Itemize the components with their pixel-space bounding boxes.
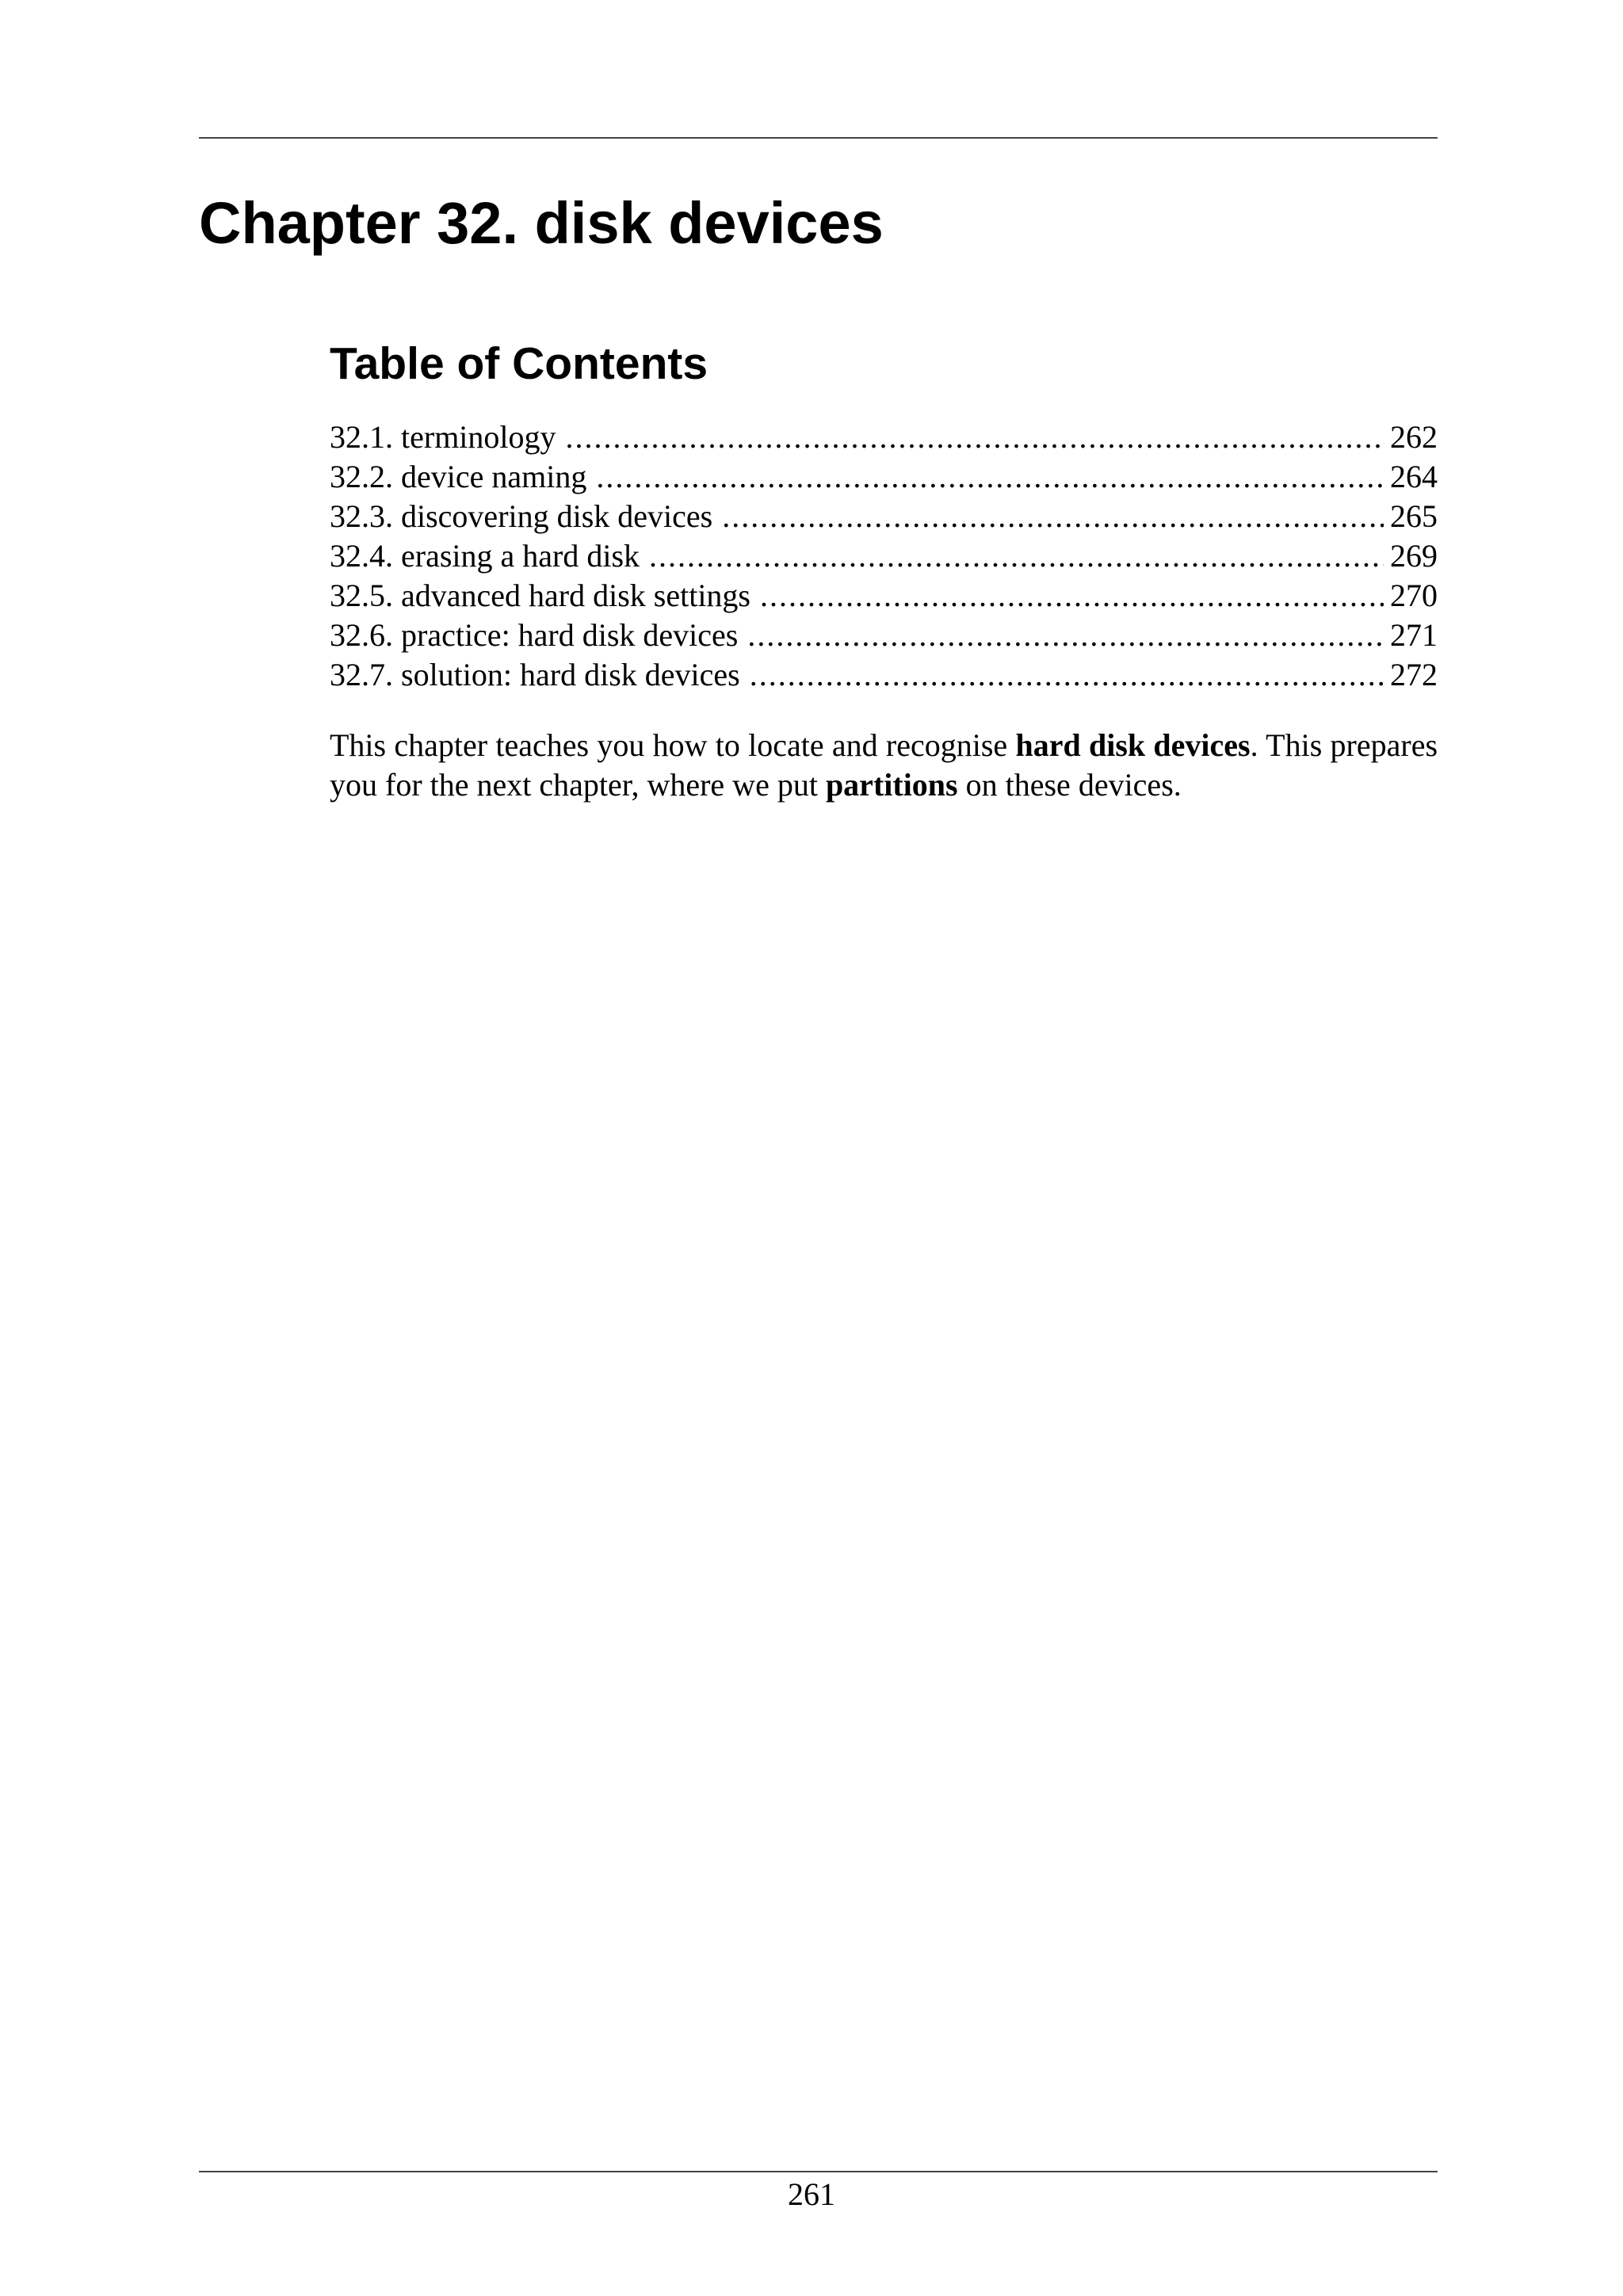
intro-text: . This prepares you for the next chapter, where we put	[330, 727, 1438, 803]
toc-entry-device-naming[interactable]	[330, 457, 1438, 497]
intro-text: This chapter teaches you how to locate and recognise	[330, 727, 1016, 763]
toc-dot-leader	[750, 655, 1384, 695]
toc-entry-number: 32.2.	[330, 459, 393, 494]
toc-dot-leader	[747, 616, 1384, 655]
toc-dot-leader	[566, 418, 1384, 457]
toc-entry-number: 32.7.	[330, 657, 393, 692]
toc-entry-page[interactable]: 272	[1390, 657, 1438, 692]
toc-entry-number: 32.3.	[330, 498, 393, 534]
toc-entry-page[interactable]: 265	[1390, 498, 1438, 534]
toc-entry-practice-hard-disk-devices[interactable]	[330, 616, 1438, 655]
chapter-intro-paragraph	[330, 726, 1438, 805]
toc-entry-title[interactable]: device naming	[401, 459, 587, 494]
toc-entry-title[interactable]: advanced hard disk settings	[401, 578, 750, 613]
toc-entry-page[interactable]: 270	[1390, 578, 1438, 613]
toc-entry-title[interactable]: erasing a hard disk	[401, 538, 640, 574]
toc-entry-terminology[interactable]	[330, 418, 1438, 457]
toc-entry-page[interactable]: 262	[1390, 419, 1438, 455]
toc-entry-number: 32.4.	[330, 538, 393, 574]
table-of-contents	[330, 418, 1438, 695]
toc-dot-leader	[596, 457, 1384, 497]
chapter-title: Chapter 32. disk devices	[199, 190, 884, 256]
toc-entry-page[interactable]: 271	[1390, 617, 1438, 653]
toc-entry-solution-hard-disk-devices[interactable]	[330, 655, 1438, 695]
toc-entry-title[interactable]: discovering disk devices	[401, 498, 713, 534]
toc-entry-number: 32.5.	[330, 578, 393, 613]
toc-entry-erasing-a-hard-disk[interactable]	[330, 536, 1438, 576]
toc-entry-title[interactable]: terminology	[401, 419, 556, 455]
toc-entry-discovering-disk-devices[interactable]	[330, 497, 1438, 536]
toc-dot-leader	[722, 497, 1384, 536]
page-number: 261	[788, 2176, 835, 2212]
toc-dot-leader	[649, 536, 1384, 576]
toc-entry-title[interactable]: practice: hard disk devices	[401, 617, 739, 653]
header-rule	[199, 137, 1438, 139]
footer-rule	[199, 2171, 1438, 2172]
intro-emphasis-partitions: partitions	[825, 767, 958, 803]
toc-entry-number: 32.1.	[330, 419, 393, 455]
toc-heading: Table of Contents	[330, 338, 708, 389]
intro-text: on these devices.	[957, 767, 1182, 803]
intro-emphasis-hard-disk-devices: hard disk devices	[1015, 727, 1251, 763]
toc-entry-title[interactable]: solution: hard disk devices	[401, 657, 740, 692]
toc-dot-leader	[760, 576, 1384, 616]
toc-entry-advanced-hard-disk-settings[interactable]	[330, 576, 1438, 616]
toc-entry-page[interactable]: 264	[1390, 459, 1438, 494]
toc-entry-page[interactable]: 269	[1390, 538, 1438, 574]
toc-entry-number: 32.6.	[330, 617, 393, 653]
